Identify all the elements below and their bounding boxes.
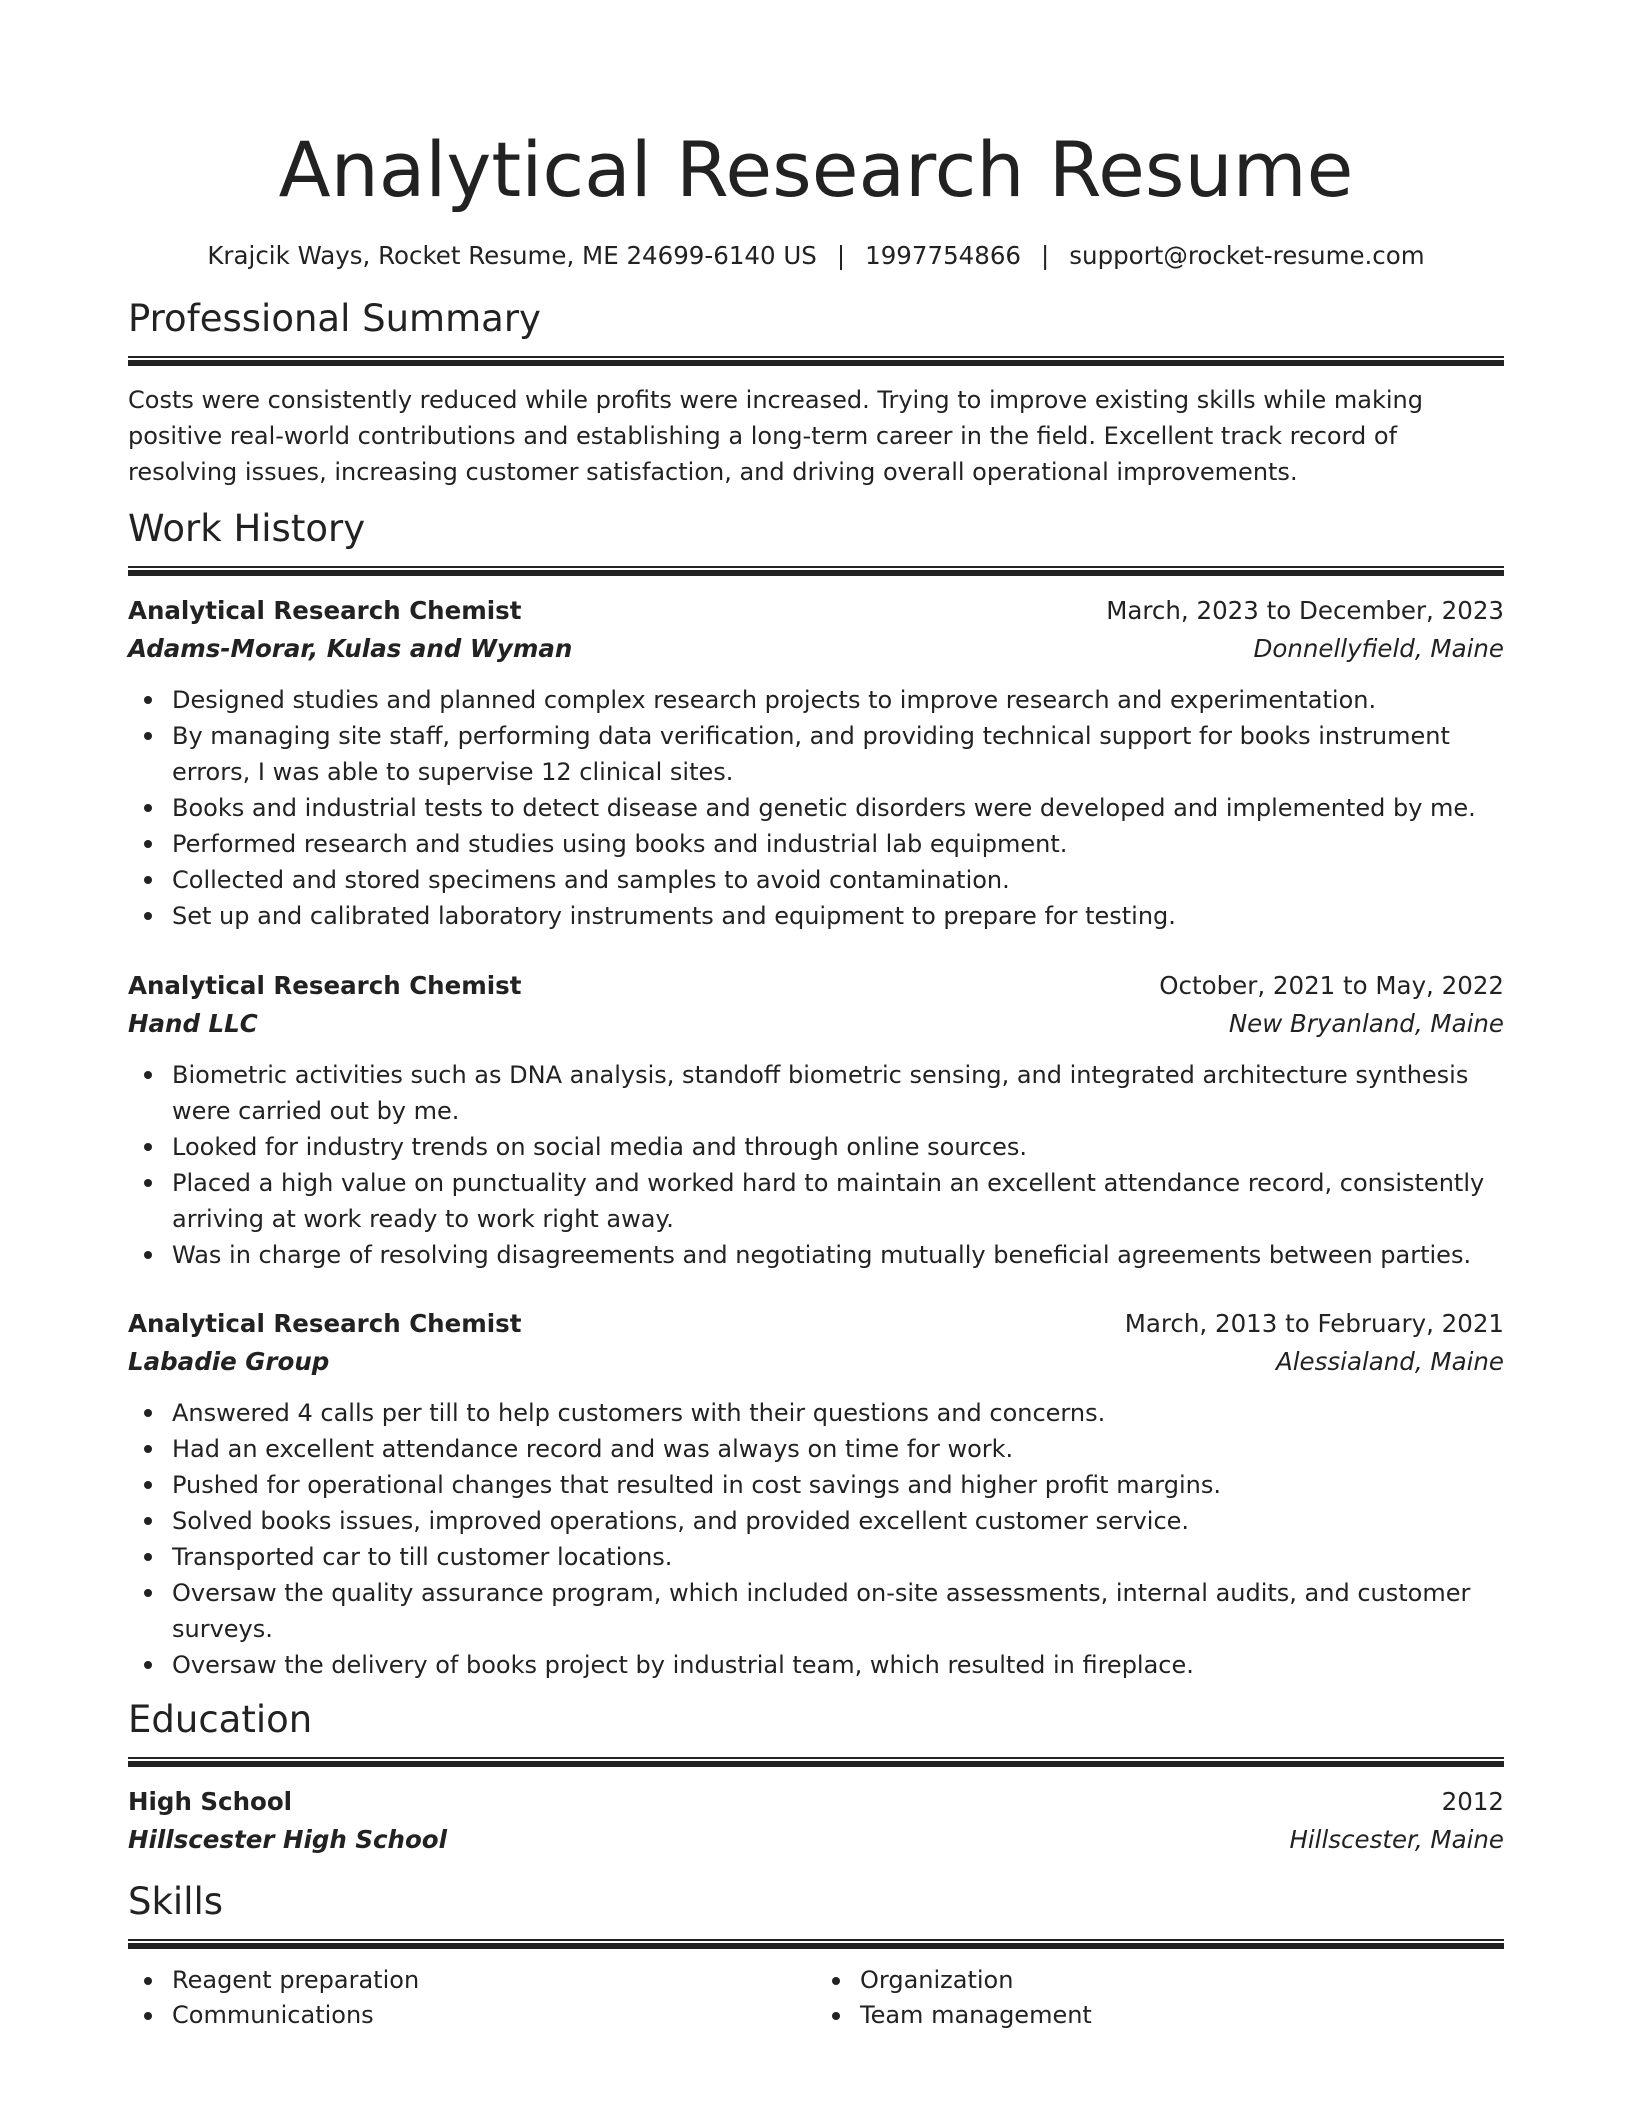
list-item: Performed research and studies using books and industrial lab equipment.: [128, 826, 1504, 862]
job-bullets: [128, 1395, 1504, 1683]
skills-column-right: [816, 1963, 1504, 2033]
list-item: Books and industrial tests to detect disease and genetic disorders were developed and implemented by me.: [128, 790, 1504, 826]
summary-text: Costs were consistently reduced while profits were increased. Trying to improve existing skills while making positive real-world contributions and establishing a long-term career in the field. Excellent track record of resolving issues, increasing customer satisfaction, and driving overall operational improvements.: [128, 386, 1423, 486]
list-item: Looked for industry trends on social media and through online sources.: [128, 1129, 1504, 1165]
job-company: Adams-Morar, Kulas and Wyman: [128, 634, 573, 663]
work-history-section: [128, 506, 1504, 1683]
list-item: Biometric activities such as DNA analysis, standoff biometric sensing, and integrated architecture synthesis were carried out by me.: [128, 1057, 1504, 1129]
job-entry: [128, 967, 1504, 1273]
job-subheader: [128, 1005, 1504, 1043]
contact-separator: |: [1041, 241, 1050, 270]
education-subheader: [128, 1821, 1504, 1859]
list-item: Designed studies and planned complex research projects to improve research and experimentation.: [128, 682, 1504, 718]
job-subheader: [128, 630, 1504, 668]
list-item: Placed a high value on punctuality and worked hard to maintain an excellent attendance record, consistently arriving at work ready to work right away.: [128, 1165, 1504, 1237]
job-header: [128, 592, 1504, 630]
education-header: [128, 1783, 1504, 1821]
skill-item: Team management: [816, 1998, 1504, 2033]
list-item: Set up and calibrated laboratory instruments and equipment to prepare for testing.: [128, 898, 1504, 934]
contact-email: support@rocket-resume.com: [1069, 241, 1425, 270]
job-dates: October, 2021 to May, 2022: [1159, 971, 1504, 1000]
job-entry: [128, 592, 1504, 934]
section-title-summary: Professional Summary: [128, 297, 541, 340]
job-header: [128, 1305, 1504, 1343]
job-title: Analytical Research Chemist: [128, 596, 522, 625]
contact-separator: |: [836, 241, 846, 270]
contact-address: Krajcik Ways, Rocket Resume, ME 24699-6140 US: [207, 241, 817, 270]
list-item: Solved books issues, improved operations, and provided excellent customer service.: [128, 1503, 1504, 1539]
education-entry: [128, 1783, 1504, 1859]
contact-line: [128, 240, 1504, 272]
list-item: Oversaw the delivery of books project by industrial team, which resulted in fireplace.: [128, 1647, 1504, 1683]
resume-name: Analytical Research Resume: [278, 125, 1354, 214]
job-location: New Bryanland, Maine: [1228, 1009, 1504, 1038]
skills-section: [128, 1879, 1504, 2033]
section-title-education: Education: [128, 1698, 313, 1741]
job-dates: March, 2013 to February, 2021: [1124, 1309, 1504, 1338]
list-item: Transported car to till customer locations.: [128, 1539, 1504, 1575]
list-item: Collected and stored specimens and samples to avoid contamination.: [128, 862, 1504, 898]
section-title-skills: Skills: [128, 1880, 224, 1923]
contact-phone: 1997754866: [865, 241, 1022, 270]
skill-item: Organization: [816, 1963, 1504, 1998]
skills-column-left: [128, 1963, 816, 2033]
job-dates: March, 2023 to December, 2023: [1106, 596, 1504, 625]
education-degree: High School: [128, 1787, 293, 1816]
list-item: By managing site staff, performing data verification, and providing technical support for books instrument errors, I was able to supervise 12 clinical sites.: [128, 718, 1504, 790]
section-divider: [128, 566, 1504, 576]
section-divider: [128, 1757, 1504, 1767]
section-divider: [128, 1939, 1504, 1949]
job-company: Labadie Group: [128, 1347, 330, 1376]
job-company: Hand LLC: [128, 1009, 258, 1038]
job-location: Donnellyfield, Maine: [1253, 634, 1504, 663]
list-item: Answered 4 calls per till to help customers with their questions and concerns.: [128, 1395, 1504, 1431]
job-bullets: [128, 1057, 1504, 1273]
job-subheader: [128, 1343, 1504, 1381]
education-location: Hillscester, Maine: [1289, 1825, 1504, 1854]
skills-columns: [128, 1963, 1504, 2033]
skill-item: Reagent preparation: [128, 1963, 816, 1998]
list-item: Pushed for operational changes that resulted in cost savings and higher profit margins.: [128, 1467, 1504, 1503]
section-title-work: Work History: [128, 507, 366, 550]
job-bullets: [128, 682, 1504, 934]
list-item: Had an excellent attendance record and was always on time for work.: [128, 1431, 1504, 1467]
job-title: Analytical Research Chemist: [128, 971, 522, 1000]
list-item: Was in charge of resolving disagreements and negotiating mutually beneficial agreements between parties.: [128, 1237, 1504, 1273]
education-school: Hillscester High School: [128, 1825, 448, 1854]
job-title: Analytical Research Chemist: [128, 1309, 522, 1338]
job-header: [128, 967, 1504, 1005]
education-year: 2012: [1441, 1787, 1504, 1816]
list-item: Oversaw the quality assurance program, which included on-site assessments, internal audits, and customer surveys.: [128, 1575, 1504, 1647]
job-entry: [128, 1305, 1504, 1683]
education-section: [128, 1697, 1504, 1859]
job-location: Alessialand, Maine: [1275, 1347, 1504, 1376]
skill-item: Communications: [128, 1998, 816, 2033]
summary-section: [128, 296, 1504, 490]
resume-page: [128, 0, 1504, 2033]
section-divider: [128, 356, 1504, 366]
